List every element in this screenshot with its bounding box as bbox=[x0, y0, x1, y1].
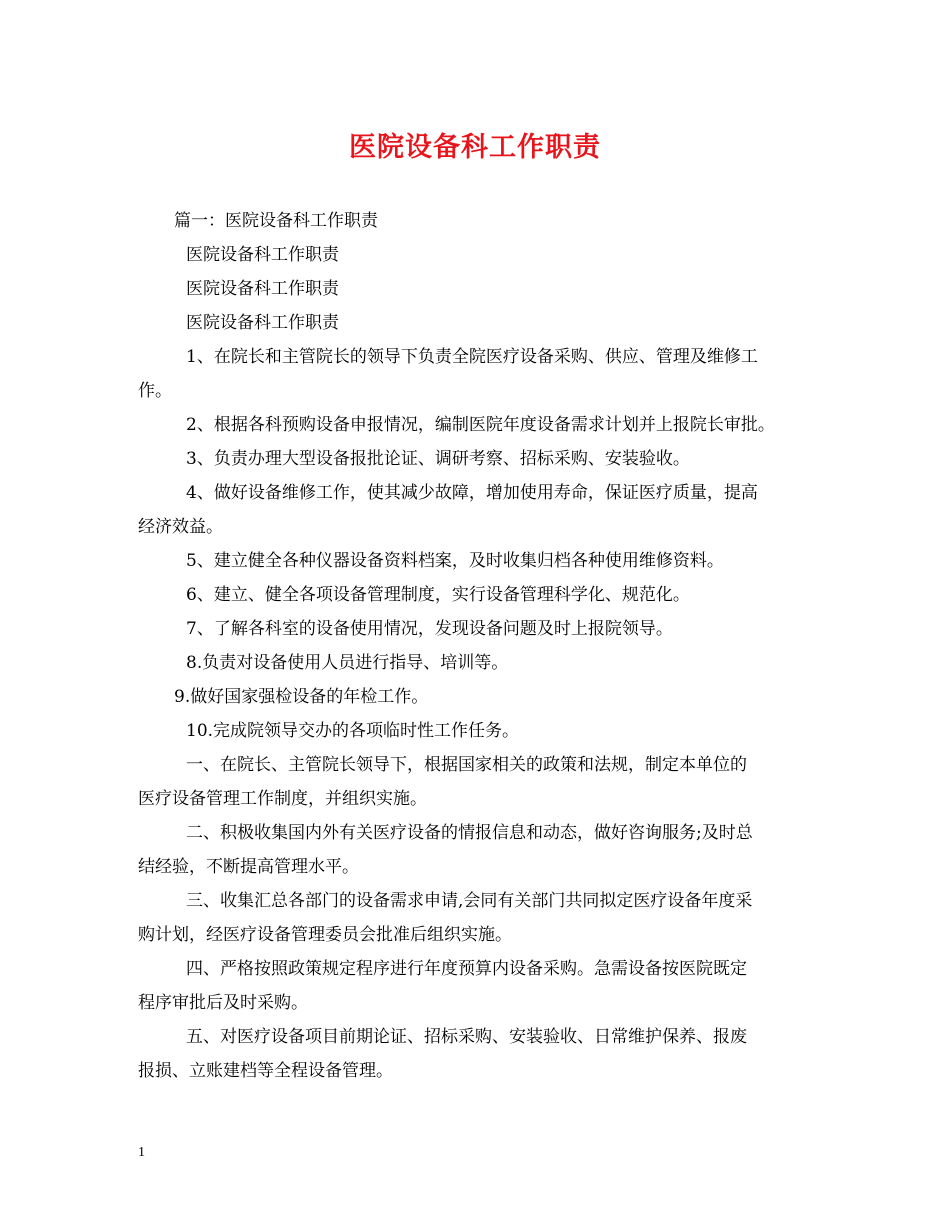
document-title: 医院设备科工作职责 bbox=[349, 132, 601, 163]
paragraph-line: 8.负责对设备使用人员进行指导、培训等。 bbox=[186, 653, 509, 673]
paragraph-line: 9.做好国家强检设备的年检工作。 bbox=[174, 687, 429, 707]
document-body bbox=[138, 204, 818, 1088]
paragraph-line: 结经验，不断提高管理水平。 bbox=[138, 857, 359, 877]
paragraph-line: 五、对医疗设备项目前期论证、招标采购、安装验收、日常维护保养、报废 bbox=[186, 1027, 747, 1047]
paragraph-line: 四、严格按照政策规定程序进行年度预算内设备采购。急需设备按医院既定 bbox=[186, 959, 747, 979]
paragraph-line: 10.完成院领导交办的各项临时性工作任务。 bbox=[186, 721, 520, 741]
paragraph-line: 二、积极收集国内外有关医疗设备的情报信息和动态，做好咨询服务;及时总 bbox=[186, 823, 753, 843]
section-heading: 篇一：医院设备科工作职责 bbox=[174, 211, 378, 231]
paragraph-line: 医疗设备管理工作制度，并组织实施。 bbox=[138, 789, 427, 809]
paragraph-line: 4、做好设备维修工作，使其减少故障，增加使用寿命，保证医疗质量，提高 bbox=[186, 483, 758, 503]
paragraph-line: 一、在院长、主管院长领导下，根据国家相关的政策和法规，制定本单位的 bbox=[186, 755, 747, 775]
paragraph-line: 7、了解各科室的设备使用情况，发现设备问题及时上报院领导。 bbox=[186, 619, 673, 639]
paragraph-line: 购计划，经医疗设备管理委员会批准后组织实施。 bbox=[138, 925, 512, 945]
paragraph-line: 经济效益。 bbox=[138, 517, 223, 537]
paragraph-line: 1、在院长和主管院长的领导下负责全院医疗设备采购、供应、管理及维修工 bbox=[186, 347, 758, 367]
subheading: 医院设备科工作职责 bbox=[186, 279, 339, 299]
paragraph-line: 5、建立健全各种仪器设备资料档案，及时收集归档各种使用维修资料。 bbox=[186, 551, 724, 571]
subheading: 医院设备科工作职责 bbox=[186, 245, 339, 265]
paragraph-line: 作。 bbox=[138, 381, 172, 401]
page-number: 1 bbox=[138, 1145, 145, 1160]
paragraph-line: 3、负责办理大型设备报批论证、调研考察、招标采购、安装验收。 bbox=[186, 449, 690, 469]
paragraph-line: 2、根据各科预购设备申报情况，编制医院年度设备需求计划并上报院长审批。 bbox=[186, 415, 775, 435]
paragraph-line: 报损、立账建档等全程设备管理。 bbox=[138, 1061, 393, 1081]
paragraph-line: 三、收集汇总各部门的设备需求申请,会同有关部门共同拟定医疗设备年度采 bbox=[186, 891, 753, 911]
subheading: 医院设备科工作职责 bbox=[186, 313, 339, 333]
paragraph-line: 程序审批后及时采购。 bbox=[138, 993, 308, 1013]
paragraph-line: 6、建立、健全各项设备管理制度，实行设备管理科学化、规范化。 bbox=[186, 585, 690, 605]
